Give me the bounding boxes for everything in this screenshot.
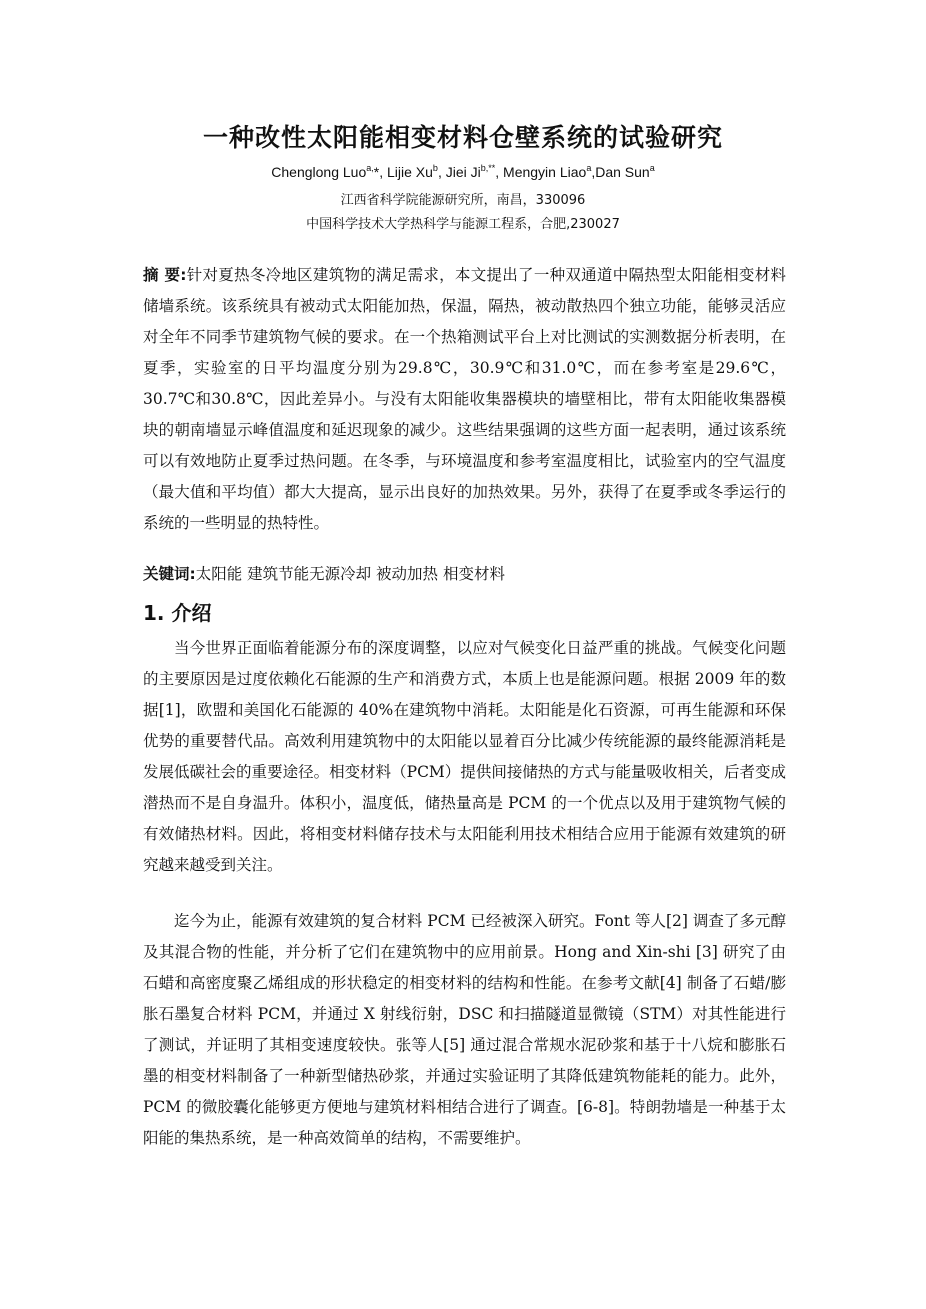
author-superscript: a bbox=[586, 163, 592, 173]
author-name: Jiei Ji bbox=[445, 164, 481, 180]
abstract-text: 针对夏热冬冷地区建筑物的满足需求，本文提出了一种双通道中隔热型太阳能相变材料储墙系统。该系统具有被动式太阳能加热，保温，隔热，被动散热四个独立功能，能够灵活应对全年不同季节建筑物气候的要求。在一个热箱测试平台上对比测试的实测数据分析表明，在夏季，实验室的日平均温度分别为29.8℃，30.9℃和31.0℃，而在参考室是29.6℃，30.7℃和30.8℃，因此差异小。与没有太阳能收集器模块的墙壁相比，带有太阳能收集器模块的朝南墙显示峰值温度和延迟现象的减少。这些结果强调的这些方面一起表明，通过该系统可以有效地防止夏季过热问题。在冬季，与环境温度和参考室温度相比，试验室内的空气温度（最大值和平均值）都大大提高，显示出良好的加热效果。另外，获得了在夏季或冬季运行的系统的一些明显的热特性。 bbox=[143, 266, 786, 532]
paper-title: 一种改性太阳能相变材料仓壁系统的试验研究 bbox=[202, 123, 723, 152]
affiliation: 中国科学技术大学热科学与能源工程系，合肥,230027 bbox=[306, 217, 620, 232]
body-paragraph: 迄今为止，能源有效建筑的复合材料 PCM 已经被深入研究。Font 等人[2] 调查了多元醇及其混合物的性能，并分析了它们在建筑物中的应用前景。Hong and Xin-shi [3] 研究了由石蜡和高密度聚乙烯组成的形状稳定的相变材料的结构和性能。在参考文献[4] 制备了石蜡/膨胀石墨复合材料 PCM，并通过 X 射线衍射，DSC 和扫描隧道显微镜（STM）对其性能进行了测试，并证明了其相变速度较快。张等人[5] 通过混合常规水泥砂浆和基于十八烷和膨胀石墨的相变材料制备了一种新型储热砂浆，并通过实验证明了其降低建筑物能耗的能力。此外，PCM 的微胶囊化能够更方便地与建筑材料相结合进行了调查。[6-8]。特朗勃墙是一种基于太阳能的集热系统，是一种高效简单的结构，不需要维护。 bbox=[143, 912, 786, 1147]
author-superscript: a bbox=[649, 163, 655, 173]
affiliation: 江西省科学院能源研究所，南昌，330096 bbox=[340, 193, 586, 208]
author-superscript: b,** bbox=[480, 163, 496, 173]
author-name: Chenglong Luo bbox=[271, 164, 367, 180]
author-separator: , bbox=[591, 164, 596, 180]
author-superscript: b bbox=[432, 163, 438, 173]
author-separator: *, bbox=[373, 164, 387, 180]
section-heading: 1. 介绍 bbox=[143, 601, 212, 625]
author-list bbox=[0, 163, 926, 180]
body-paragraph: 当今世界正面临着能源分布的深度调整，以应对气候变化日益严重的挑战。气候变化问题的主要原因是过度依赖化石能源的生产和消费方式，本质上也是能源问题。根据 2009 年的数据[1]，欧盟和美国化石能源的 40%在建筑物中消耗。太阳能是化石资源，可再生能源和环保优势的重要替代品。高效利用建筑物中的太阳能以显着百分比减少传统能源的最终能源消耗是发展低碳社会的重要途径。相变材料（PCM）提供间接储热的方式与能量吸收相关，后者变成潜热而不是自身温升。体积小，温度低，储热量高是 PCM 的一个优点以及用于建筑物气候的有效储热材料。因此，将相变材料储存技术与太阳能利用技术相结合应用于能源有效建筑的研究越来越受到关注。 bbox=[143, 639, 786, 874]
keywords-text: 太阳能 建筑节能无源冷却 被动加热 相变材料 bbox=[195, 565, 505, 583]
author-superscript: a, bbox=[366, 163, 374, 173]
author-separator: , bbox=[495, 164, 504, 180]
keywords-label: 关键词: bbox=[143, 565, 196, 583]
author-separator: , bbox=[437, 164, 446, 180]
author-name: Dan Sun bbox=[595, 164, 650, 180]
keywords bbox=[143, 562, 505, 584]
author-name: Mengyin Liao bbox=[503, 164, 587, 180]
abstract bbox=[143, 260, 786, 570]
abstract-label: 摘 要: bbox=[143, 266, 187, 284]
author-name: Lijie Xu bbox=[387, 164, 433, 180]
